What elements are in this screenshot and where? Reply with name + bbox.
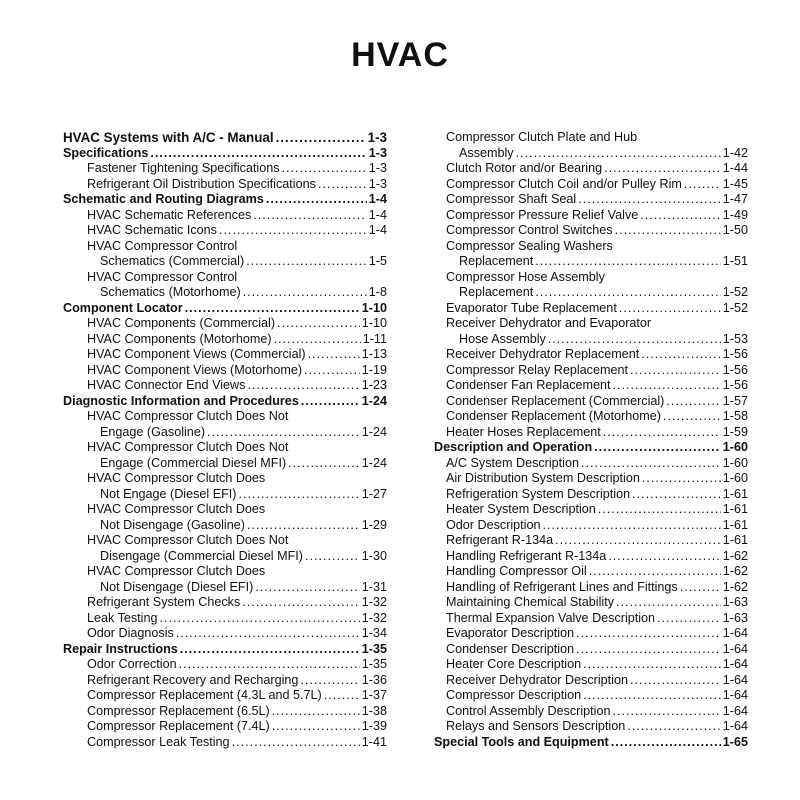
dot-leader bbox=[583, 657, 721, 673]
toc-entry-title: HVAC Components (Commercial) bbox=[87, 316, 276, 330]
toc-entry-title: Component Locator bbox=[63, 300, 183, 315]
toc-entry bbox=[434, 611, 748, 627]
dot-leader bbox=[176, 626, 360, 642]
toc-page-number: 1-56 bbox=[722, 347, 748, 361]
toc-page-number: 1-24 bbox=[361, 393, 387, 408]
toc-entry-title: Schematic and Routing Diagrams bbox=[63, 192, 264, 206]
toc-entry bbox=[434, 549, 748, 565]
dot-leader bbox=[608, 549, 720, 565]
toc-entry bbox=[63, 332, 387, 348]
toc-entry bbox=[434, 394, 748, 410]
dot-leader bbox=[611, 735, 721, 751]
toc-section-heading bbox=[63, 130, 387, 146]
dot-leader bbox=[612, 704, 720, 720]
toc-entry-title: Receiver Dehydrator Replacement bbox=[446, 347, 640, 361]
dot-leader bbox=[255, 580, 359, 596]
toc-entry-title: Repair Instructions bbox=[63, 641, 178, 656]
dot-leader bbox=[576, 626, 721, 642]
toc-entry-title: Compressor Replacement (6.5L) bbox=[87, 703, 270, 718]
toc-entry bbox=[63, 580, 387, 596]
toc-entry-title: Thermal Expansion Valve Description bbox=[446, 610, 656, 625]
toc-entry-title: HVAC Compressor Clutch Does Not bbox=[87, 409, 289, 423]
toc-page-number: 1-30 bbox=[361, 548, 387, 563]
dot-leader bbox=[150, 146, 366, 162]
dot-leader bbox=[627, 719, 721, 735]
toc-entry bbox=[434, 502, 748, 518]
toc-entry-title: Receiver Dehydrator Description bbox=[446, 672, 628, 687]
toc-entry bbox=[434, 533, 748, 549]
toc-entry bbox=[434, 626, 748, 642]
toc-entry bbox=[434, 192, 748, 208]
toc-entry bbox=[434, 270, 748, 286]
toc-entry bbox=[434, 657, 748, 673]
toc-entry bbox=[63, 657, 387, 673]
toc-page-number: 1-51 bbox=[722, 254, 748, 268]
toc-entry bbox=[63, 409, 387, 425]
toc-entry bbox=[63, 223, 387, 239]
toc-entry bbox=[434, 347, 748, 363]
toc-page-number: 1-39 bbox=[361, 719, 387, 733]
toc-entry bbox=[434, 208, 748, 224]
toc-entry-title: Compressor Leak Testing bbox=[87, 734, 230, 749]
toc-page-number: 1-64 bbox=[722, 657, 748, 671]
dot-leader bbox=[615, 223, 721, 239]
dot-leader bbox=[324, 688, 360, 704]
toc-entry-title: Replacement bbox=[459, 254, 534, 268]
dot-leader bbox=[282, 161, 367, 177]
toc-entry-title: HVAC Compressor Clutch Does Not bbox=[87, 440, 289, 454]
toc-entry-title: Handling Compressor Oil bbox=[446, 564, 587, 578]
dot-leader bbox=[276, 130, 366, 146]
toc-entry bbox=[434, 487, 748, 503]
toc-entry-title: Refrigerant R-134a bbox=[446, 533, 554, 547]
dot-leader bbox=[548, 332, 721, 348]
toc-entry bbox=[63, 177, 387, 193]
toc-entry-title: Description and Operation bbox=[434, 440, 593, 454]
toc-page-number: 1-42 bbox=[722, 145, 748, 160]
dot-leader bbox=[288, 456, 360, 472]
toc-page-number: 1-62 bbox=[722, 564, 748, 578]
dot-leader bbox=[657, 611, 721, 627]
toc-entry bbox=[434, 239, 748, 255]
toc-entry bbox=[434, 177, 748, 193]
dot-leader bbox=[604, 161, 721, 177]
toc-entry bbox=[63, 533, 387, 549]
toc-entry-title: Not Engage (Diesel EFI) bbox=[100, 486, 237, 501]
toc-page-number: 1-58 bbox=[722, 409, 748, 423]
toc-entry-title: HVAC Compressor Control bbox=[87, 238, 238, 253]
toc-entry-title: Compressor Replacement (4.3L and 5.7L) bbox=[87, 688, 322, 702]
dot-leader bbox=[185, 301, 360, 317]
toc-entry-title: Odor Diagnosis bbox=[87, 626, 174, 640]
toc-entry bbox=[434, 146, 748, 162]
toc-entry bbox=[63, 673, 387, 689]
dot-leader bbox=[581, 456, 721, 472]
toc-page-number: 1-44 bbox=[722, 161, 748, 175]
toc-page-number: 1-10 bbox=[361, 316, 387, 330]
toc-page-number: 1-24 bbox=[361, 424, 387, 439]
toc-entry-title: Compressor Clutch Plate and Hub bbox=[446, 130, 638, 144]
toc-entry-title: Compressor Description bbox=[446, 688, 582, 702]
toc-page-number: 1-62 bbox=[722, 548, 748, 563]
toc-entry-title: Refrigerant Oil Distribution Specifications bbox=[87, 176, 316, 191]
dot-leader bbox=[619, 301, 721, 317]
toc-entry bbox=[434, 704, 748, 720]
toc-section-heading bbox=[434, 440, 748, 456]
toc-page-number: 1-35 bbox=[361, 641, 387, 656]
toc-page-number: 1-4 bbox=[368, 223, 387, 237]
toc-entry bbox=[63, 347, 387, 363]
toc-entry-title: Engage (Commercial Diesel MFI) bbox=[100, 455, 287, 470]
toc-page-number: 1-32 bbox=[361, 610, 387, 625]
toc-entry-title: HVAC Component Views (Commercial) bbox=[87, 347, 306, 361]
toc-page-number: 1-3 bbox=[368, 161, 387, 175]
toc-page-number: 1-64 bbox=[722, 626, 748, 640]
toc-entry bbox=[434, 456, 748, 472]
toc-page-number: 1-4 bbox=[368, 207, 387, 222]
toc-page-number: 1-49 bbox=[722, 207, 748, 222]
toc-entry-title: Handling of Refrigerant Lines and Fittings bbox=[446, 579, 678, 594]
toc-entry bbox=[63, 440, 387, 456]
toc-entry bbox=[434, 518, 748, 534]
dot-leader bbox=[516, 146, 721, 162]
toc-entry-title: Schematics (Motorhome) bbox=[100, 285, 241, 299]
dot-leader bbox=[680, 580, 721, 596]
toc-page-number: 1-61 bbox=[722, 486, 748, 501]
toc-entry bbox=[434, 688, 748, 704]
toc-entry bbox=[434, 425, 748, 441]
toc-entry-title: Heater System Description bbox=[446, 502, 596, 516]
toc-page-number: 1-52 bbox=[722, 300, 748, 315]
toc-entry bbox=[434, 161, 748, 177]
toc-section-heading bbox=[63, 642, 387, 658]
toc-entry bbox=[434, 223, 748, 239]
toc-entry-title: HVAC Schematic Icons bbox=[87, 223, 217, 237]
toc-entry-title: Specifications bbox=[63, 145, 149, 160]
dot-leader bbox=[603, 425, 721, 441]
toc-entry bbox=[63, 208, 387, 224]
toc-entry bbox=[63, 471, 387, 487]
dot-leader bbox=[272, 704, 360, 720]
toc-entry-title: Assembly bbox=[459, 145, 514, 160]
toc-page-number: 1-60 bbox=[722, 471, 748, 485]
dot-leader bbox=[159, 611, 359, 627]
toc-entry bbox=[63, 254, 387, 270]
dot-leader bbox=[253, 208, 367, 224]
toc-entry-title: Air Distribution System Description bbox=[446, 471, 640, 485]
dot-leader bbox=[630, 363, 721, 379]
toc-page-number: 1-65 bbox=[722, 734, 748, 749]
toc-page-number: 1-38 bbox=[361, 703, 387, 718]
toc-entry-title: Compressor Control Switches bbox=[446, 223, 613, 237]
toc-entry bbox=[63, 719, 387, 735]
toc-entry-title: HVAC Systems with A/C - Manual bbox=[63, 130, 274, 145]
toc-entry bbox=[63, 456, 387, 472]
dot-leader bbox=[583, 688, 721, 704]
toc-right-column bbox=[434, 130, 748, 750]
toc-section-heading bbox=[63, 394, 387, 410]
dot-leader bbox=[535, 254, 721, 270]
dot-leader bbox=[598, 502, 721, 518]
toc-page-number: 1-61 bbox=[722, 533, 748, 547]
toc-entry-title: Diagnostic Information and Procedures bbox=[63, 393, 299, 408]
toc-page-number: 1-8 bbox=[368, 285, 387, 299]
dot-leader bbox=[589, 564, 721, 580]
toc-entry-title: Compressor Shaft Seal bbox=[446, 192, 577, 206]
toc-entry-title: Heater Hoses Replacement bbox=[446, 424, 601, 439]
toc-entry bbox=[63, 564, 387, 580]
dot-leader bbox=[266, 192, 367, 208]
toc-entry bbox=[63, 161, 387, 177]
toc-entry-title: Not Disengage (Gasoline) bbox=[100, 517, 245, 532]
dot-leader bbox=[305, 549, 360, 565]
dot-leader bbox=[555, 533, 721, 549]
toc-entry bbox=[63, 502, 387, 518]
toc-page-number: 1-52 bbox=[722, 285, 748, 299]
dot-leader bbox=[277, 316, 360, 332]
toc-page-number: 1-36 bbox=[361, 672, 387, 687]
toc-page-number: 1-53 bbox=[722, 331, 748, 346]
toc-entry-title: Control Assembly Description bbox=[446, 703, 611, 718]
dot-leader bbox=[616, 595, 721, 611]
toc-page-number: 1-56 bbox=[722, 378, 748, 392]
toc-page-number: 1-61 bbox=[722, 502, 748, 516]
toc-entry-title: HVAC Compressor Clutch Does bbox=[87, 502, 266, 516]
toc-page-number: 1-5 bbox=[368, 254, 387, 268]
toc-page-number: 1-63 bbox=[722, 610, 748, 625]
dot-leader bbox=[207, 425, 360, 441]
dot-leader bbox=[272, 719, 360, 735]
toc-page-number: 1-35 bbox=[361, 657, 387, 671]
dot-leader bbox=[543, 518, 721, 534]
toc-section-heading bbox=[63, 301, 387, 317]
dot-leader bbox=[301, 394, 360, 410]
toc-entry bbox=[434, 301, 748, 317]
toc-entry bbox=[63, 487, 387, 503]
toc-entry-title: Refrigeration System Description bbox=[446, 486, 631, 501]
dot-leader bbox=[632, 487, 721, 503]
toc-entry bbox=[434, 285, 748, 301]
toc-entry-title: HVAC Compressor Clutch Does Not bbox=[87, 533, 289, 547]
toc-entry bbox=[63, 363, 387, 379]
toc-page-number: 1-23 bbox=[361, 378, 387, 392]
toc-entry-title: Handling Refrigerant R-134a bbox=[446, 548, 607, 563]
toc-entry-title: Heater Core Description bbox=[446, 657, 582, 671]
toc-entry bbox=[63, 518, 387, 534]
toc-section-heading bbox=[63, 192, 387, 208]
toc-page-number: 1-24 bbox=[361, 455, 387, 470]
toc-page-number: 1-64 bbox=[722, 672, 748, 687]
toc-entry-title: Schematics (Commercial) bbox=[100, 254, 245, 268]
toc-entry-title: Compressor Replacement (7.4L) bbox=[87, 719, 270, 733]
toc-entry-title: Compressor Pressure Relief Valve bbox=[446, 207, 639, 222]
toc-entry-title: HVAC Compressor Clutch Does bbox=[87, 564, 266, 578]
toc-entry-title: HVAC Component Views (Motorhome) bbox=[87, 362, 303, 377]
toc-entry bbox=[434, 409, 748, 425]
toc-entry-title: Condenser Fan Replacement bbox=[446, 378, 611, 392]
toc-entry-title: Not Disengage (Diesel EFI) bbox=[100, 579, 254, 594]
toc-entry-title: Condenser Description bbox=[446, 641, 575, 656]
toc-entry bbox=[434, 595, 748, 611]
toc-page-number: 1-60 bbox=[722, 440, 748, 454]
toc-page-number: 1-47 bbox=[722, 192, 748, 206]
dot-leader bbox=[594, 440, 721, 456]
toc-page-number: 1-50 bbox=[722, 223, 748, 237]
toc-page-number: 1-3 bbox=[368, 176, 387, 191]
toc-entry-title: Evaporator Tube Replacement bbox=[446, 300, 617, 315]
toc-entry bbox=[63, 595, 387, 611]
toc-page-number: 1-3 bbox=[368, 145, 387, 160]
toc-entry bbox=[434, 580, 748, 596]
toc-entry bbox=[63, 626, 387, 642]
toc-entry-title: Maintaining Chemical Stability bbox=[446, 595, 614, 609]
toc-entry-title: HVAC Compressor Clutch Does bbox=[87, 471, 266, 485]
toc-entry bbox=[434, 332, 748, 348]
dot-leader bbox=[246, 254, 367, 270]
toc-page-number: 1-34 bbox=[361, 626, 387, 640]
toc-entry-title: Odor Description bbox=[446, 517, 541, 532]
toc-entry-title: Replacement bbox=[459, 285, 534, 299]
toc-entry bbox=[434, 719, 748, 735]
toc-page-number: 1-32 bbox=[361, 595, 387, 609]
dot-leader bbox=[239, 487, 360, 503]
toc-entry-title: Fastener Tightening Specifications bbox=[87, 161, 280, 175]
dot-leader bbox=[232, 735, 360, 751]
dot-leader bbox=[308, 347, 360, 363]
dot-leader bbox=[666, 394, 720, 410]
toc-entry-title: Condenser Replacement (Commercial) bbox=[446, 393, 665, 408]
toc-page-number: 1-57 bbox=[722, 393, 748, 408]
toc-entry-title: Evaporator Description bbox=[446, 626, 575, 640]
dot-leader bbox=[180, 642, 360, 658]
dot-leader bbox=[535, 285, 721, 301]
toc-entry bbox=[63, 549, 387, 565]
toc-entry bbox=[434, 316, 748, 332]
toc-page-number: 1-61 bbox=[722, 517, 748, 532]
toc-entry-title: HVAC Schematic References bbox=[87, 207, 252, 222]
toc-entry bbox=[434, 363, 748, 379]
dot-leader bbox=[242, 595, 360, 611]
toc-entry-title: Hose Assembly bbox=[459, 331, 546, 346]
toc-entry bbox=[434, 378, 748, 394]
toc-page-number: 1-64 bbox=[722, 688, 748, 702]
toc-entry bbox=[63, 425, 387, 441]
toc-entry-title: Refrigerant System Checks bbox=[87, 595, 241, 609]
dot-leader bbox=[243, 285, 367, 301]
dot-leader bbox=[613, 378, 721, 394]
toc-entry bbox=[434, 254, 748, 270]
toc-left-column bbox=[63, 130, 387, 750]
toc-page-number: 1-62 bbox=[722, 579, 748, 594]
toc-entry-title: Special Tools and Equipment bbox=[434, 734, 609, 749]
toc-entry-title: Compressor Sealing Washers bbox=[446, 238, 613, 253]
toc-entry bbox=[63, 611, 387, 627]
dot-leader bbox=[642, 471, 721, 487]
toc-page-number: 1-27 bbox=[361, 486, 387, 501]
toc-page-number: 1-60 bbox=[722, 455, 748, 470]
toc-page-number: 1-13 bbox=[361, 347, 387, 361]
toc-entry-title: Compressor Hose Assembly bbox=[446, 269, 605, 284]
toc-entry-title: HVAC Compressor Control bbox=[87, 269, 238, 284]
toc-entry-title: Refrigerant Recovery and Recharging bbox=[87, 672, 299, 687]
toc-entry bbox=[434, 642, 748, 658]
dot-leader bbox=[578, 192, 721, 208]
toc-page-number: 1-64 bbox=[722, 641, 748, 656]
toc-entry-title: Compressor Clutch Coil and/or Pulley Rim bbox=[446, 176, 682, 191]
dot-leader bbox=[576, 642, 721, 658]
dot-leader bbox=[179, 657, 360, 673]
toc-entry-title: HVAC Connector End Views bbox=[87, 378, 246, 392]
toc-entry-title: Condenser Replacement (Motorhome) bbox=[446, 409, 661, 423]
toc-page-number: 1-56 bbox=[722, 362, 748, 377]
toc-page-number: 1-3 bbox=[367, 130, 387, 145]
toc-entry bbox=[434, 130, 748, 146]
toc-entry bbox=[63, 688, 387, 704]
toc-page-number: 1-10 bbox=[361, 300, 387, 315]
dot-leader bbox=[247, 518, 360, 534]
dot-leader bbox=[300, 673, 359, 689]
toc-entry-title: Clutch Rotor and/or Bearing bbox=[446, 161, 603, 175]
toc-page-number: 1-63 bbox=[722, 595, 748, 609]
toc-entry-title: Disengage (Commercial Diesel MFI) bbox=[100, 548, 303, 563]
toc-section-heading bbox=[63, 146, 387, 162]
toc-page-number: 1-19 bbox=[361, 362, 387, 377]
toc-page-number: 1-29 bbox=[361, 517, 387, 532]
dot-leader bbox=[274, 332, 361, 348]
toc-entry-title: Relays and Sensors Description bbox=[446, 719, 626, 733]
toc-entry bbox=[434, 673, 748, 689]
toc-page-number: 1-64 bbox=[722, 719, 748, 733]
toc-entry bbox=[63, 704, 387, 720]
toc-page-number: 1-37 bbox=[361, 688, 387, 702]
dot-leader bbox=[318, 177, 367, 193]
toc-entry bbox=[434, 564, 748, 580]
toc-entry-title: Engage (Gasoline) bbox=[100, 424, 206, 439]
toc-entry-title: Leak Testing bbox=[87, 610, 158, 625]
toc-entry-title: Receiver Dehydrator and Evaporator bbox=[446, 316, 652, 330]
toc-entry bbox=[63, 270, 387, 286]
toc-page-number: 1-41 bbox=[361, 734, 387, 749]
toc-entry-title: A/C System Description bbox=[446, 455, 579, 470]
dot-leader bbox=[247, 378, 359, 394]
dot-leader bbox=[630, 673, 721, 689]
dot-leader bbox=[641, 347, 721, 363]
toc-entry-title: HVAC Components (Motorhome) bbox=[87, 331, 272, 346]
toc-entry bbox=[63, 285, 387, 301]
toc-entry bbox=[63, 735, 387, 751]
dot-leader bbox=[663, 409, 721, 425]
toc-entry bbox=[63, 378, 387, 394]
toc-page-number: 1-59 bbox=[722, 424, 748, 439]
toc-page-number: 1-64 bbox=[722, 703, 748, 718]
page-title: HVAC bbox=[351, 36, 449, 74]
dot-leader bbox=[684, 177, 721, 193]
toc-entry bbox=[63, 316, 387, 332]
toc-section-heading bbox=[434, 735, 748, 751]
toc-page-number: 1-11 bbox=[362, 331, 387, 346]
toc-entry bbox=[434, 471, 748, 487]
dot-leader bbox=[304, 363, 360, 379]
toc-entry-title: Odor Correction bbox=[87, 657, 177, 671]
toc-entry bbox=[63, 239, 387, 255]
dot-leader bbox=[640, 208, 721, 224]
toc-entry-title: Compressor Relay Replacement bbox=[446, 362, 628, 377]
toc-page-number: 1-31 bbox=[361, 579, 387, 594]
dot-leader bbox=[219, 223, 367, 239]
toc-page-number: 1-45 bbox=[722, 176, 748, 191]
toc-page-number: 1-4 bbox=[368, 192, 387, 206]
